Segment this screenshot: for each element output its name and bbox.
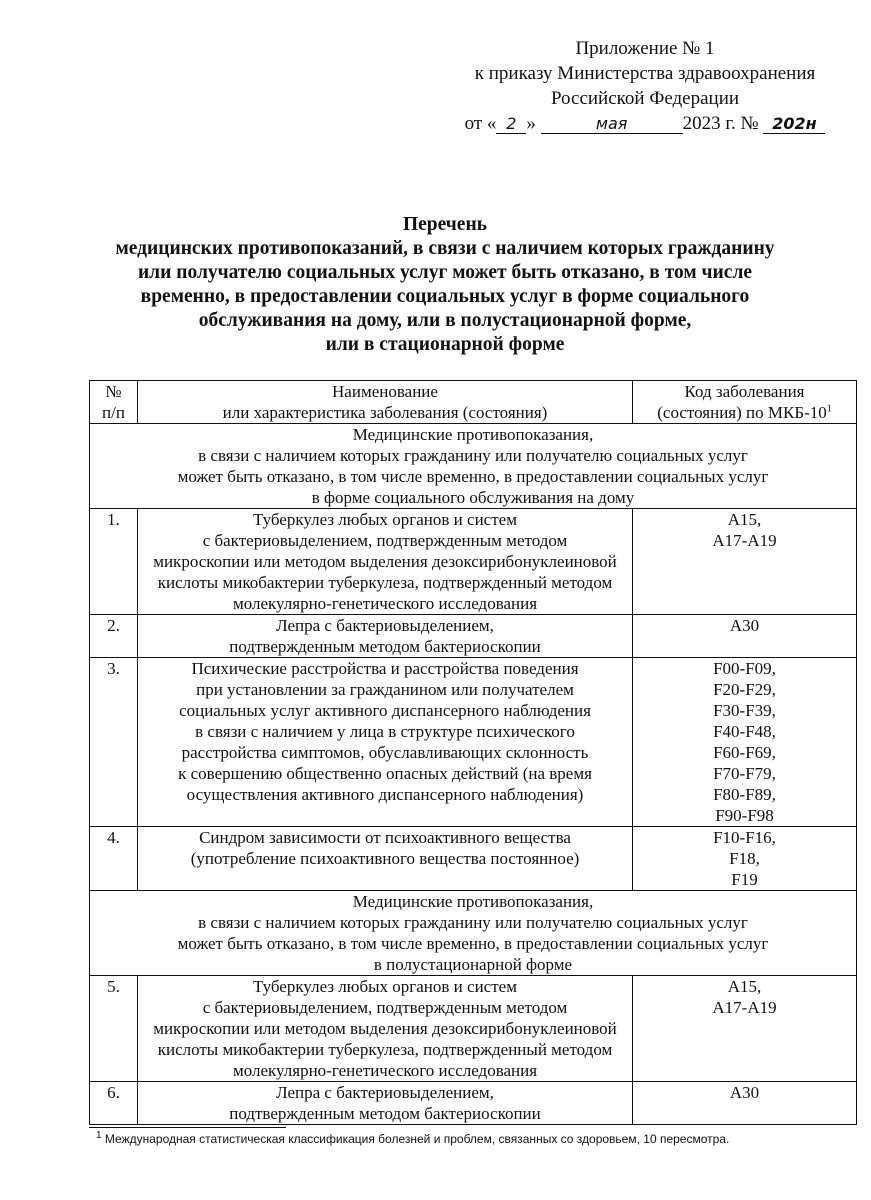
row-number: 5. [90,976,138,1082]
table-row [90,509,857,615]
handwritten-month: мая [541,115,683,134]
table-row [90,827,857,891]
appendix-date-line [420,111,870,136]
footnote-number: 1 [96,1130,102,1141]
disease-name: Туберкулез любых органов и систем с бактериовыделением, подтвержденным методом микроскопии или методом выделения дезоксирибонуклеиновой кислоты микобактерии туберкулеза, подтвержденный методом молекулярно-генетического исследования [138,509,633,615]
disease-name: Синдром зависимости от психоактивного вещества (употребление психоактивного вещества постоянное) [138,827,633,891]
section-heading: Медицинские противопоказания, в связи с наличием которых гражданину или получателю социальных услуг может быть отказано, в том числе временно, в предоставлении социальных услуг в форме социального обслуживания на дому [90,424,857,509]
icd-code: A15, A17-A19 [633,509,857,615]
section-heading: Медицинские противопоказания, в связи с наличием которых гражданину или получателю социальных услуг может быть отказано, в том числе временно, в предоставлении социальных услуг в полустационарной форме [90,891,857,976]
title-line: Перечень [402,214,488,235]
footnote-divider [89,1127,286,1128]
header-name: Наименование или характеристика заболевания (состояния) [138,381,633,424]
section-heading-row [90,424,857,509]
footnote [96,1131,856,1147]
row-number: 1. [90,509,138,615]
table-header-row [90,381,857,424]
disease-name: Туберкулез любых органов и систем с бактериовыделением, подтвержденным методом микроскопии или методом выделения дезоксирибонуклеиновой кислоты микобактерии туберкулеза, подтвержденный методом молекулярно-генетического исследования [138,976,633,1082]
table-row [90,658,857,827]
title-line: временно, в предоставлении социальных услуг в форме социального [140,286,750,307]
table-row [90,976,857,1082]
document-title [60,213,830,357]
appendix-order-ref: к приказу Министерства здравоохранения [474,63,816,84]
date-prefix: от « [464,113,497,134]
icd-code: F00-F09, F20-F29, F30-F39, F40-F48, F60-F69, F70-F79, F80-F89, F90-F98 [633,658,857,827]
handwritten-order-number: 202н [763,115,825,134]
row-number: 2. [90,615,138,658]
handwritten-day: 2 [496,115,526,134]
appendix-country: Российской Федерации [550,88,740,109]
title-line: или в стационарной форме [325,334,565,355]
header-num: № п/п [90,381,138,424]
table-row [90,1082,857,1125]
header-code: Код заболевания (состояния) по МКБ-$10^1$ [633,381,857,424]
contraindications-table [89,380,857,1125]
disease-name: Психические расстройства и расстройства поведения при установлении за гражданином или получателем социальных услуг активного диспансерного наблюдения в связи с наличием у лица в структуре психического расстройства симптомов, обуславливающих склонность к совершению общественно опасных действий (на время осуществления активного диспансерного наблюдения) [138,658,633,827]
appendix-header [420,36,870,136]
footnote-text: Международная статистическая классификация болезней и проблем, связанных со здоровьем, 10 пересмотра. [104,1132,730,1146]
disease-name: Лепра с бактериовыделением, подтвержденным методом бактериоскопии [138,615,633,658]
appendix-number: Приложение № 1 [575,38,715,59]
title-line: или получателю социальных услуг может быть отказано, в том числе [137,262,753,283]
table-row [90,615,857,658]
section-heading-row [90,891,857,976]
table-body [90,424,857,1125]
disease-name: Лепра с бактериовыделением, подтвержденным методом бактериоскопии [138,1082,633,1125]
icd-code: A15, A17-A19 [633,976,857,1082]
date-mid: » [526,113,536,134]
footnote-mark: 1 [826,403,832,415]
row-number: 3. [90,658,138,827]
icd-code: F10-F16, F18, F19 [633,827,857,891]
row-number: 6. [90,1082,138,1125]
icd-code: A30 [633,615,857,658]
date-year: 2023 г. № [682,113,759,134]
title-line: медицинских противопоказаний, в связи с наличием которых гражданину [115,238,775,259]
title-line: обслуживания на дому, или в полустационарной форме, [198,310,692,331]
row-number: 4. [90,827,138,891]
icd-code: A30 [633,1082,857,1125]
